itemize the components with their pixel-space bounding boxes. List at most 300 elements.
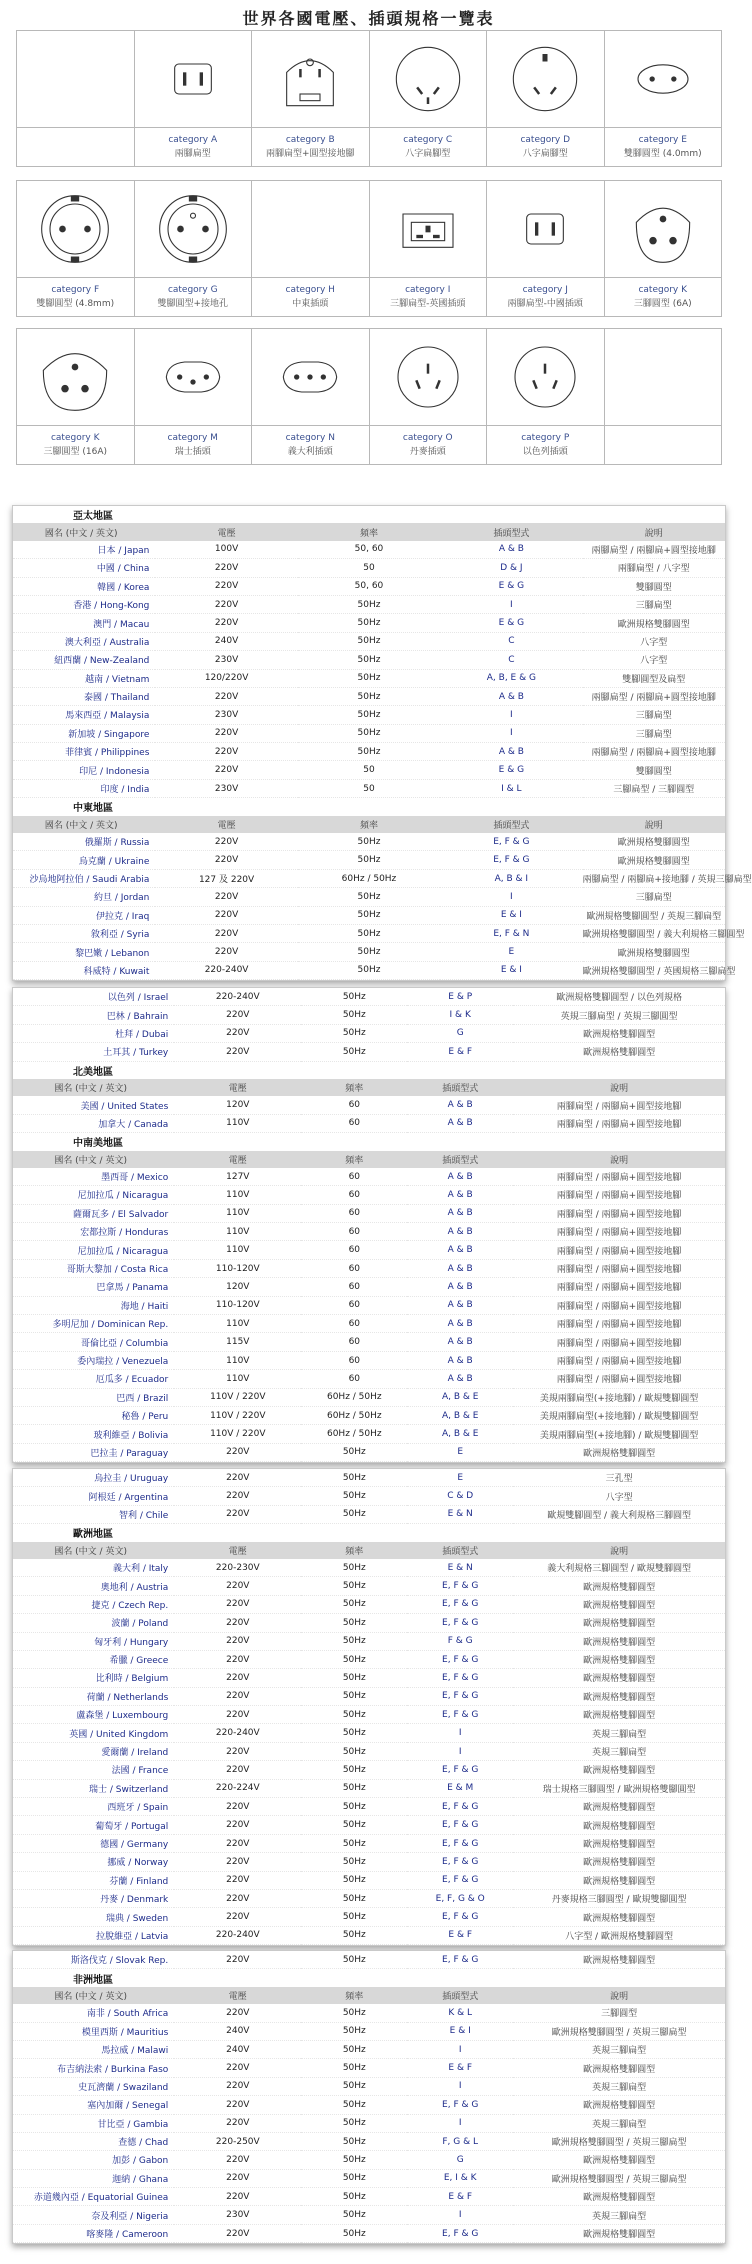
- country-cell: 海地 / Haiti: [13, 1296, 174, 1314]
- plug-type-cell: A & B: [407, 1278, 513, 1296]
- country-cell: 玻利維亞 / Bolivia: [13, 1425, 174, 1443]
- region-title: 非洲地區: [73, 1974, 113, 1986]
- region-title: 北美地區: [73, 1066, 113, 1078]
- plug-type-cell: A & B: [440, 541, 582, 559]
- voltage-cell: 220V: [155, 595, 297, 613]
- table-row: [13, 632, 725, 650]
- frequency-cell: 50Hz: [298, 724, 440, 742]
- plug-category-desc: 兩腳扁型+圓型接地腳: [265, 149, 355, 159]
- column-header: 國名 (中文 / 英文): [13, 1542, 174, 1559]
- voltage-cell: 220-230V: [174, 1559, 301, 1577]
- table-row: [13, 1024, 725, 1042]
- plug-category-name: category H: [285, 285, 335, 295]
- frequency-cell: 60: [301, 1114, 407, 1132]
- country-cell: 加拿大 / Canada: [13, 1114, 174, 1132]
- frequency-cell: 50Hz: [298, 851, 440, 869]
- frequency-cell: 50Hz: [301, 2022, 407, 2040]
- frequency-cell: 50Hz: [298, 669, 440, 687]
- table-header-row: [13, 1079, 725, 1096]
- plug-label-cell: [17, 128, 135, 167]
- voltage-cell: 120/220V: [155, 669, 297, 687]
- table-row: [13, 1742, 725, 1760]
- frequency-cell: 50Hz: [301, 1632, 407, 1650]
- plug-type-cell: D & J: [440, 559, 582, 577]
- frequency-cell: 50Hz: [301, 1798, 407, 1816]
- frequency-cell: 50Hz: [301, 988, 407, 1006]
- plug-category-name: category B: [285, 135, 335, 145]
- description-cell: 八字型 / 歐洲規格雙腳圓型: [513, 1926, 725, 1944]
- frequency-cell: 50Hz: [301, 1006, 407, 1024]
- frequency-cell: 50Hz: [298, 632, 440, 650]
- plug-type-cell: E, F & G: [407, 2096, 513, 2114]
- table-row: [13, 1779, 725, 1797]
- description-cell: 英規三腳扁型: [513, 2040, 725, 2058]
- country-cell: 瑞士 / Switzerland: [13, 1779, 174, 1797]
- frequency-cell: 50Hz: [301, 1889, 407, 1907]
- plug-type-cell: A & B: [407, 1296, 513, 1314]
- plug-type-cell: I: [440, 724, 582, 742]
- frequency-cell: 50Hz: [301, 1951, 407, 1969]
- plug-type-cell: A & B: [407, 1241, 513, 1259]
- plug-label-cell: [369, 426, 487, 465]
- voltage-cell: 220V: [174, 1487, 301, 1505]
- plug-image-cell: [604, 329, 722, 426]
- plug-image-cell: [604, 181, 722, 278]
- voltage-cell: 220V: [155, 888, 297, 906]
- plug-category-name: category K: [638, 285, 688, 295]
- plug-image-cell: [487, 31, 605, 128]
- table-row: [13, 1505, 725, 1523]
- plug-type-cell: E: [407, 1443, 513, 1461]
- description-cell: 兩腳扁型 / 兩腳扁+圓型接地腳: [513, 1223, 725, 1241]
- country-cell: 約旦 / Jordan: [13, 888, 155, 906]
- country-cell: 科威特 / Kuwait: [13, 961, 155, 979]
- description-cell: 兩腳扁型 / 兩腳扁+圓型接地腳: [513, 1333, 725, 1351]
- country-cell: 捷克 / Czech Rep.: [13, 1595, 174, 1613]
- voltage-cell: 110-120V: [174, 1259, 301, 1277]
- country-cell: 委內瑞拉 / Venezuela: [13, 1351, 174, 1369]
- column-header: 國名 (中文 / 英文): [13, 523, 155, 540]
- country-cell: 英國 / United Kingdom: [13, 1724, 174, 1742]
- description-cell: 歐洲規格雙腳圓型 / 英國規格三腳扁型: [583, 961, 725, 979]
- description-cell: 英規三腳扁型: [513, 1742, 725, 1760]
- column-header: 頻率: [301, 1542, 407, 1559]
- description-cell: 歐洲規格雙腳圓型 / 英規三腳扁型: [583, 906, 725, 924]
- description-cell: 歐洲規格雙腳圓型: [513, 1650, 725, 1668]
- table-row: [13, 614, 725, 632]
- plug-type-cell: A & B: [407, 1223, 513, 1241]
- plug-image-cell: [134, 31, 252, 128]
- plug-category-name: category K: [50, 433, 100, 443]
- country-cell: 查德 / Chad: [13, 2132, 174, 2150]
- plug-image-cell: [369, 181, 487, 278]
- plug-type-cell: I: [407, 2040, 513, 2058]
- plug-type-cell: E & F: [407, 1926, 513, 1944]
- country-cell: 薩爾瓦多 / El Salvador: [13, 1204, 174, 1222]
- description-cell: 八字型: [513, 1487, 725, 1505]
- frequency-cell: 50Hz: [301, 1926, 407, 1944]
- region-title: 亞太地區: [73, 511, 113, 523]
- voltage-cell: 240V: [174, 2040, 301, 2058]
- plug-label-cell: [134, 278, 252, 317]
- voltage-cell: 220V: [155, 761, 297, 779]
- description-cell: 兩腳扁型 / 兩腳扁+圓型接地腳: [513, 1259, 725, 1277]
- voltage-table-panel: [12, 505, 752, 981]
- table-row: [13, 1761, 725, 1779]
- voltage-table-panel: [12, 1950, 726, 2244]
- voltage-cell: 220V: [174, 1650, 301, 1668]
- country-cell: 盧森堡 / Luxembourg: [13, 1706, 174, 1724]
- plug-type-cell: G: [407, 1024, 513, 1042]
- table-row: [13, 1406, 725, 1424]
- plug-type-cell: I: [407, 2114, 513, 2132]
- table-row: [13, 577, 725, 595]
- voltage-cell: 220V: [174, 2096, 301, 2114]
- description-cell: 三腳扁型: [583, 706, 725, 724]
- voltage-cell: 220V: [174, 2114, 301, 2132]
- plug-category-name: category C: [403, 135, 453, 145]
- description-cell: 兩腳扁型 / 八字型: [583, 559, 725, 577]
- plug-category-name: category N: [285, 433, 335, 443]
- voltage-cell: 220V: [174, 1443, 301, 1461]
- plug-label-cell: [252, 128, 370, 167]
- plug-type-cell: E, F & G: [407, 1871, 513, 1889]
- frequency-cell: 50Hz: [301, 1742, 407, 1760]
- voltage-cell: 230V: [155, 706, 297, 724]
- country-cell: 瑞典 / Sweden: [13, 1908, 174, 1926]
- region-title: 中東地區: [73, 803, 113, 815]
- frequency-cell: 50Hz: [301, 1443, 407, 1461]
- plug-type-cell: A & B: [407, 1315, 513, 1333]
- table-row: [13, 1241, 725, 1259]
- plug-type-cell: G: [407, 2151, 513, 2169]
- voltage-cell: 220V: [174, 1853, 301, 1871]
- plug-type-cell: A & B: [407, 1186, 513, 1204]
- frequency-cell: 50Hz: [298, 906, 440, 924]
- plug-type-cell: I: [407, 2077, 513, 2095]
- column-header: 說明: [513, 1542, 725, 1559]
- plug-type-cell: A & B: [407, 1204, 513, 1222]
- table-row: [13, 706, 725, 724]
- frequency-cell: 50Hz: [301, 2188, 407, 2206]
- plug-category-row: [16, 30, 722, 167]
- plug-label-cell: [487, 426, 605, 465]
- description-cell: 美規兩腳扁型(+接地腳) / 歐規雙腳圓型: [513, 1425, 725, 1443]
- description-cell: 歐洲規格雙腳圓型: [513, 1816, 725, 1834]
- table-row: [13, 1908, 725, 1926]
- voltage-cell: 127 及 220V: [155, 869, 297, 887]
- table-row: [13, 1296, 725, 1314]
- description-cell: 歐規雙腳圓型 / 義大利規格三腳圓型: [513, 1505, 725, 1523]
- plug-c-icon: [378, 33, 478, 125]
- plug-type-cell: A & B: [407, 1259, 513, 1277]
- country-cell: 宏都拉斯 / Honduras: [13, 1223, 174, 1241]
- column-header: 頻率: [301, 1987, 407, 2004]
- frequency-cell: 60: [301, 1168, 407, 1186]
- description-cell: 美規兩腳扁型(+接地腳) / 歐規雙腳圓型: [513, 1406, 725, 1424]
- frequency-cell: 50Hz: [301, 1487, 407, 1505]
- voltage-cell: 240V: [155, 632, 297, 650]
- plug-type-cell: C: [440, 651, 582, 669]
- country-cell: 奧地利 / Austria: [13, 1577, 174, 1595]
- column-header: 電壓: [174, 1542, 301, 1559]
- page-title: 世界各國電壓、插頭規格一覽表: [242, 9, 495, 28]
- plug-type-cell: E & I: [407, 2022, 513, 2040]
- column-header: 電壓: [155, 816, 297, 833]
- plug-type-cell: E, F & G: [407, 1798, 513, 1816]
- plug-type-cell: E & I: [440, 906, 582, 924]
- voltage-cell: 220-240V: [155, 961, 297, 979]
- frequency-cell: 50Hz: [301, 1908, 407, 1926]
- description-cell: 歐洲規格雙腳圓型: [513, 1632, 725, 1650]
- plug-label-cell: [487, 128, 605, 167]
- table-row: [13, 2206, 725, 2224]
- plug-category-desc: 義大利插頭: [287, 447, 333, 457]
- voltage-cell: 220V: [174, 1687, 301, 1705]
- country-cell: 泰國 / Thailand: [13, 687, 155, 705]
- frequency-cell: 50Hz: [301, 1779, 407, 1797]
- plug-category-desc: 以色列插頭: [522, 447, 568, 457]
- table-row: [13, 559, 725, 577]
- column-header: 國名 (中文 / 英文): [13, 1151, 174, 1168]
- plug-g-icon: [143, 183, 243, 275]
- column-header: 說明: [513, 1079, 725, 1096]
- voltage-cell: 220V: [174, 2188, 301, 2206]
- description-cell: 兩腳扁型 / 兩腳扁+圓型接地腳: [583, 743, 725, 761]
- plug-type-cell: I & L: [440, 779, 582, 797]
- frequency-cell: 50Hz: [301, 1024, 407, 1042]
- plug-type-cell: A, B & E: [407, 1425, 513, 1443]
- voltage-cell: 230V: [174, 2206, 301, 2224]
- plug-label-cell: [134, 426, 252, 465]
- country-cell: 以色列 / Israel: [13, 988, 174, 1006]
- table-row: [13, 743, 725, 761]
- country-cell: 伊拉克 / Iraq: [13, 906, 155, 924]
- frequency-cell: 50Hz: [301, 2224, 407, 2242]
- country-cell: 烏拉圭 / Uruguay: [13, 1469, 174, 1487]
- plug-category-desc: 八字扁腳型: [405, 149, 451, 159]
- description-cell: 兩腳扁型 / 兩腳扁+圓型接地腳: [513, 1186, 725, 1204]
- table-row: [13, 779, 725, 797]
- frequency-cell: 50Hz: [298, 833, 440, 851]
- plug-type-cell: F, G & L: [407, 2132, 513, 2150]
- column-header: 說明: [513, 1151, 725, 1168]
- voltage-cell: 110V: [174, 1186, 301, 1204]
- column-header: 國名 (中文 / 英文): [13, 816, 155, 833]
- frequency-cell: 50Hz: [301, 1706, 407, 1724]
- voltage-cell: 220V: [174, 1632, 301, 1650]
- frequency-cell: 60: [301, 1296, 407, 1314]
- region-heading: [13, 1061, 725, 1079]
- plug-category-name: category M: [167, 433, 218, 443]
- column-header: 頻率: [301, 1151, 407, 1168]
- plug-type-cell: C & D: [407, 1487, 513, 1505]
- frequency-cell: 60: [301, 1315, 407, 1333]
- table-row: [13, 888, 725, 906]
- description-cell: 三腳圓型: [513, 2004, 725, 2022]
- country-cell: 烏克蘭 / Ukraine: [13, 851, 155, 869]
- column-header: 電壓: [174, 1987, 301, 2004]
- description-cell: 三腳扁型 / 三腳圓型: [583, 779, 725, 797]
- voltage-cell: 110V / 220V: [174, 1406, 301, 1424]
- plug-image-cell: [134, 181, 252, 278]
- plug-type-cell: E, F & G: [440, 833, 582, 851]
- table-row: [13, 2169, 725, 2187]
- description-cell: 歐洲規格雙腳圓型: [513, 1908, 725, 1926]
- country-cell: 澳大利亞 / Australia: [13, 632, 155, 650]
- column-header: 插頭型式: [440, 523, 582, 540]
- country-cell: 比利時 / Belgium: [13, 1669, 174, 1687]
- frequency-cell: 50Hz: [298, 706, 440, 724]
- country-cell: 哥倫比亞 / Columbia: [13, 1333, 174, 1351]
- plug-image-cell: [369, 31, 487, 128]
- plug-image-cell: [369, 329, 487, 426]
- table-row: [13, 1487, 725, 1505]
- table-row: [13, 687, 725, 705]
- plug-category-name: category G: [167, 285, 218, 295]
- country-cell: 越南 / Vietnam: [13, 669, 155, 687]
- column-header: 頻率: [298, 816, 440, 833]
- plug-type-cell: E & G: [440, 614, 582, 632]
- description-cell: 歐洲規格雙腳圓型: [513, 1577, 725, 1595]
- table-row: [13, 2096, 725, 2114]
- frequency-cell: 50Hz: [298, 888, 440, 906]
- description-cell: 歐洲規格雙腳圓型: [513, 1024, 725, 1042]
- frequency-cell: 50Hz: [301, 1816, 407, 1834]
- country-cell: 巴林 / Bahrain: [13, 1006, 174, 1024]
- country-cell: 澳門 / Macau: [13, 614, 155, 632]
- description-cell: 歐洲規格雙腳圓型: [513, 1871, 725, 1889]
- frequency-cell: 50: [298, 761, 440, 779]
- plug-type-cell: I: [407, 1724, 513, 1742]
- table-row: [13, 1469, 725, 1487]
- table-row: [13, 724, 725, 742]
- table-row: [13, 1186, 725, 1204]
- voltage-cell: 110-120V: [174, 1296, 301, 1314]
- country-cell: 南非 / South Africa: [13, 2004, 174, 2022]
- description-cell: 雙腳圓型及扁型: [583, 669, 725, 687]
- table-row: [13, 761, 725, 779]
- description-cell: 三腳扁型: [583, 888, 725, 906]
- description-cell: 丹麥規格三腳圓型 / 歐規雙腳圓型: [513, 1889, 725, 1907]
- plug-k16-icon: [25, 331, 125, 423]
- description-cell: 歐洲規格雙腳圓型: [513, 1951, 725, 1969]
- plug-image-cell: [17, 181, 135, 278]
- frequency-cell: 50Hz: [301, 2151, 407, 2169]
- voltage-cell: 110V: [174, 1223, 301, 1241]
- table-header-row: [13, 1151, 725, 1168]
- description-cell: 三孔型: [513, 1469, 725, 1487]
- frequency-cell: 50Hz: [301, 1469, 407, 1487]
- country-cell: 史瓦濟蘭 / Swaziland: [13, 2077, 174, 2095]
- voltage-cell: 220V: [174, 1577, 301, 1595]
- plug-image-cell: [487, 329, 605, 426]
- description-cell: 兩腳扁型 / 兩腳扁+圓型接地腳: [513, 1168, 725, 1186]
- voltage-cell: 220V: [174, 1908, 301, 1926]
- country-cell: 奈及利亞 / Nigeria: [13, 2206, 174, 2224]
- country-cell: 斯洛伐克 / Slovak Rep.: [13, 1951, 174, 1969]
- description-cell: 歐洲規格雙腳圓型: [513, 2224, 725, 2242]
- table-row: [13, 651, 725, 669]
- table-row: [13, 1706, 725, 1724]
- voltage-cell: 220-240V: [174, 988, 301, 1006]
- plug-type-cell: E: [407, 1469, 513, 1487]
- country-cell: 土耳其 / Turkey: [13, 1043, 174, 1061]
- plug-category-desc: 雙腳圓型+接地孔: [157, 299, 229, 309]
- description-cell: 歐洲規格雙腳圓型: [583, 943, 725, 961]
- description-cell: 雙腳圓型: [583, 761, 725, 779]
- plug-type-cell: E, F & G: [440, 851, 582, 869]
- column-header: 插頭型式: [440, 816, 582, 833]
- country-cell: 喀麥隆 / Cameroon: [13, 2224, 174, 2242]
- frequency-cell: 60: [301, 1278, 407, 1296]
- frequency-cell: 50Hz: [301, 2059, 407, 2077]
- plug-type-cell: E, F & G: [407, 1614, 513, 1632]
- column-header: 說明: [583, 523, 725, 540]
- frequency-cell: 50Hz: [301, 1871, 407, 1889]
- description-cell: 英規三腳扁型 / 英規三腳圓型: [513, 1006, 725, 1024]
- country-cell: 多明尼加 / Dominican Rep.: [13, 1315, 174, 1333]
- voltage-cell: 220V: [174, 1505, 301, 1523]
- column-header: 電壓: [155, 523, 297, 540]
- column-header: 電壓: [174, 1151, 301, 1168]
- country-cell: 沙烏地阿拉伯 / Saudi Arabia: [13, 869, 155, 887]
- voltage-cell: 220V: [174, 2059, 301, 2077]
- description-cell: 歐洲規格雙腳圓型: [513, 1043, 725, 1061]
- frequency-cell: 50Hz: [301, 2004, 407, 2022]
- table-row: [13, 1259, 725, 1277]
- voltage-cell: 220V: [174, 1834, 301, 1852]
- frequency-cell: 50Hz: [301, 1853, 407, 1871]
- frequency-cell: 50Hz: [301, 2206, 407, 2224]
- voltage-cell: 220V: [174, 1889, 301, 1907]
- plug-type-cell: A & B: [407, 1370, 513, 1388]
- table-row: [13, 1204, 725, 1222]
- frequency-cell: 60: [301, 1186, 407, 1204]
- frequency-cell: 50Hz: [301, 1043, 407, 1061]
- plug-type-cell: E & G: [440, 577, 582, 595]
- column-header: 頻率: [298, 523, 440, 540]
- description-cell: 歐洲規格雙腳圓型: [513, 1443, 725, 1461]
- country-cell: 紐西蘭 / New-Zealand: [13, 651, 155, 669]
- frequency-cell: 50Hz: [301, 2132, 407, 2150]
- plug-label-cell: [252, 278, 370, 317]
- table-row: [13, 1871, 725, 1889]
- region-heading: [13, 798, 725, 816]
- plug-type-cell: C: [440, 632, 582, 650]
- voltage-cell: 220V: [155, 577, 297, 595]
- country-cell: 赤道幾內亞 / Equatorial Guinea: [13, 2188, 174, 2206]
- plug-image-cell: [604, 31, 722, 128]
- description-cell: 歐洲規格雙腳圓型: [513, 2151, 725, 2169]
- plug-label-cell: [604, 426, 722, 465]
- country-cell: 俄羅斯 / Russia: [13, 833, 155, 851]
- description-cell: 英規三腳扁型: [513, 1724, 725, 1742]
- table-header-row: [13, 1987, 725, 2004]
- description-cell: 歐洲規格雙腳圓型: [513, 1614, 725, 1632]
- table-row: [13, 2022, 725, 2040]
- voltage-cell: 220V: [155, 687, 297, 705]
- voltage-cell: 220V: [155, 724, 297, 742]
- table-row: [13, 2151, 725, 2169]
- voltage-cell: 220V: [174, 1024, 301, 1042]
- region-title: 歐洲地區: [73, 1529, 113, 1541]
- plug-type-cell: E, F & G: [407, 1834, 513, 1852]
- country-cell: 巴西 / Brazil: [13, 1388, 174, 1406]
- plug-type-cell: E, F & G: [407, 1761, 513, 1779]
- plug-category-name: category P: [521, 433, 570, 443]
- plug-type-cell: I & K: [407, 1006, 513, 1024]
